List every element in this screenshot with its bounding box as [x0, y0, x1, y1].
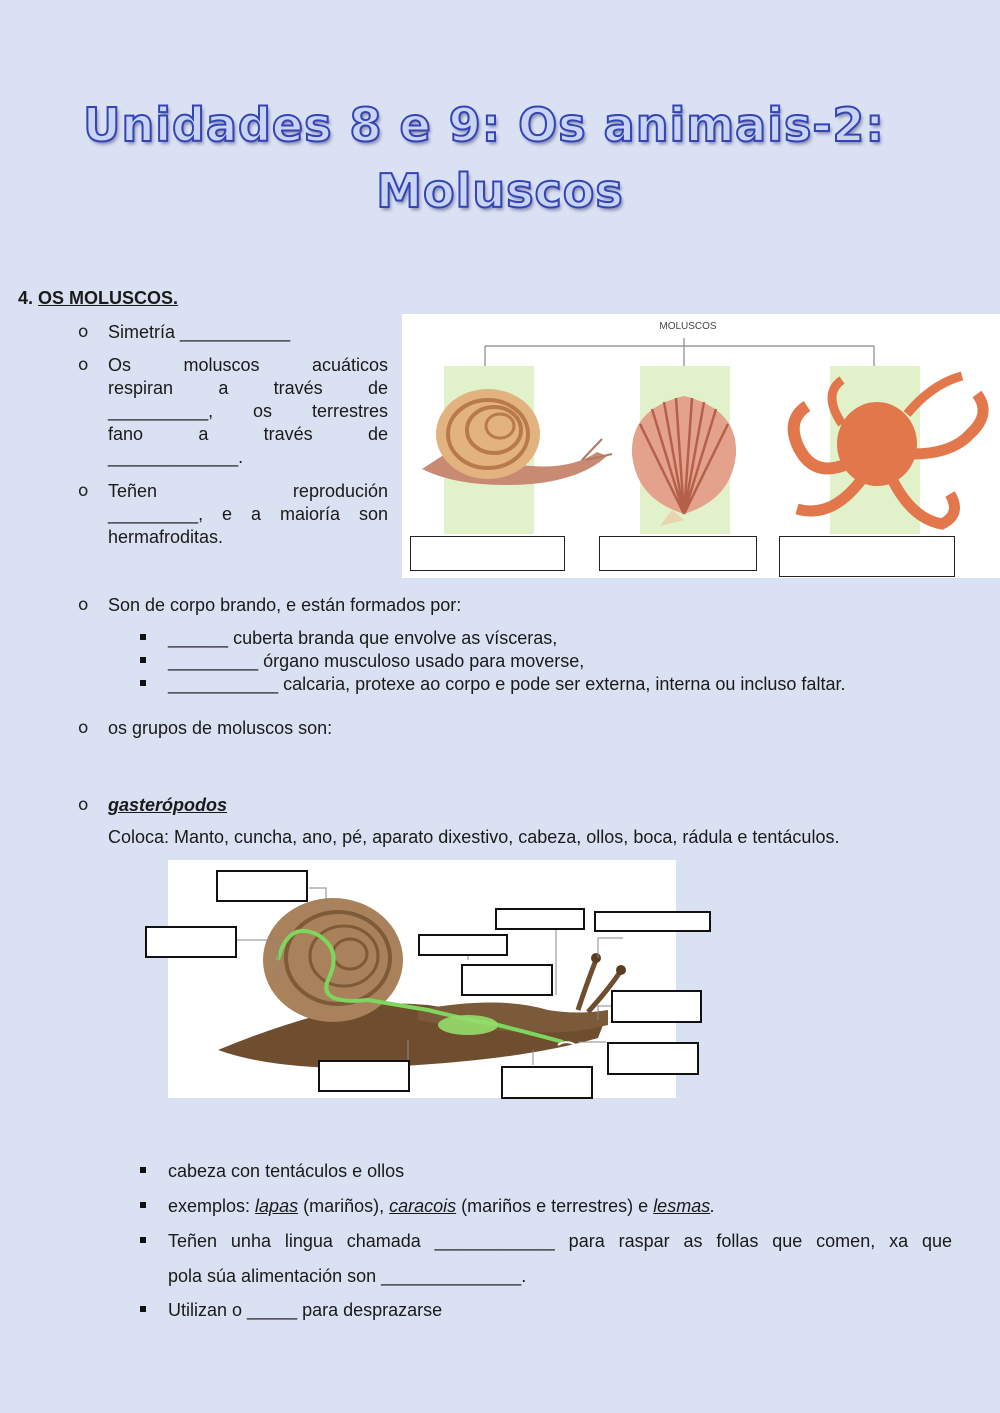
anatomy-label-box[interactable]: [594, 911, 711, 932]
anatomy-label-box[interactable]: [607, 1042, 699, 1075]
anatomy-label-box[interactable]: [318, 1060, 410, 1092]
part-cuncha: ___________ calcaria, protexe ao corpo e pode ser externa, interna ou incluso faltar.: [168, 674, 846, 694]
fact-exemplos-text: (mariños),: [298, 1196, 390, 1216]
respiracion-line: __________, os terrestres: [108, 401, 388, 421]
reproducion-line: hermafroditas.: [108, 527, 224, 547]
square-bullet: [140, 657, 146, 663]
bullet-grupos: os grupos de moluscos son:: [108, 718, 333, 738]
reproducion-line: _________, e a maioría son: [108, 504, 388, 524]
fact-radula-line2: pola súa alimentación son ______________.: [168, 1266, 527, 1286]
fact-radula-line1: Teñen unha lingua chamada ____________ para raspar as follas que comen, xa que: [168, 1231, 952, 1251]
bullet-simetria: Simetría ___________: [108, 322, 291, 342]
section-title: OS MOLUSCOS.: [38, 288, 179, 308]
fact-exemplos-text: (mariños e terrestres) e: [456, 1196, 654, 1216]
anatomy-label-box[interactable]: [461, 964, 553, 996]
respiracion-line: fano a través de: [108, 424, 388, 444]
coloca-instruction: Coloca: Manto, cuncha, ano, pé, aparato dixestivo, cabeza, ollos, boca, rádula e tentáculos.: [108, 827, 840, 847]
bullet-ring: o: [78, 718, 89, 738]
respiracion-line: respiran a través de: [108, 378, 388, 398]
anatomy-label-box[interactable]: [501, 1066, 593, 1099]
section-number: 4.: [18, 288, 34, 308]
anatomy-label-box[interactable]: [611, 990, 702, 1023]
fact-exemplos-text: .: [710, 1196, 716, 1216]
bullet-reproducion: [108, 480, 388, 549]
example-lapas: lapas: [255, 1196, 299, 1216]
square-bullet: [140, 1237, 146, 1243]
fact-pe: Utilizan o _____ para desprazarse: [168, 1300, 443, 1320]
bullet-respiracion: [108, 354, 388, 469]
example-lesmas: lesmas: [653, 1196, 711, 1216]
respiracion-line: Os moluscos acuáticos: [108, 355, 388, 375]
page-title-line1: Unidades 8 e 9: Os animais-2:: [83, 98, 885, 152]
section-heading: [18, 288, 178, 309]
group-gasteropodos: gasterópodos: [108, 795, 228, 815]
anatomy-label-box[interactable]: [495, 908, 585, 930]
moluscos-figure-label: MOLUSCOS: [659, 321, 717, 332]
square-bullet: [140, 1202, 146, 1208]
respiracion-line: _____________.: [108, 447, 244, 467]
part-manto: ______ cuberta branda que envolve as vísceras,: [168, 628, 558, 648]
figure-label-box-cefalopodo[interactable]: [779, 536, 955, 577]
bullet-ring: o: [78, 481, 89, 501]
anatomy-label-box[interactable]: [418, 934, 508, 956]
figure-label-box-gasteropodo[interactable]: [410, 536, 565, 571]
bullet-ring: o: [78, 355, 89, 375]
bullet-ring: o: [78, 795, 89, 815]
square-bullet: [140, 634, 146, 640]
fact-exemplos-text: exemplos:: [168, 1196, 256, 1216]
example-caracois: caracois: [389, 1196, 457, 1216]
square-bullet: [140, 680, 146, 686]
bullet-corpo: Son de corpo brando, e están formados por:: [108, 595, 462, 615]
square-bullet: [140, 1167, 146, 1173]
fact-cabeza: cabeza con tentáculos e ollos: [168, 1161, 405, 1181]
reproducion-line: Teñen reprodución: [108, 481, 388, 501]
fact-exemplos: [168, 1195, 715, 1218]
square-bullet: [140, 1306, 146, 1312]
bullet-ring: o: [78, 322, 89, 342]
figure-label-box-bivalvo[interactable]: [599, 536, 757, 571]
page-title-line2: Moluscos: [376, 164, 624, 218]
anatomy-label-box[interactable]: [145, 926, 237, 958]
snail-illustration: [422, 389, 612, 485]
part-pe: _________ órgano musculoso usado para moverse,: [168, 651, 585, 671]
bullet-ring: o: [78, 595, 89, 615]
anatomy-label-box[interactable]: [216, 870, 308, 902]
